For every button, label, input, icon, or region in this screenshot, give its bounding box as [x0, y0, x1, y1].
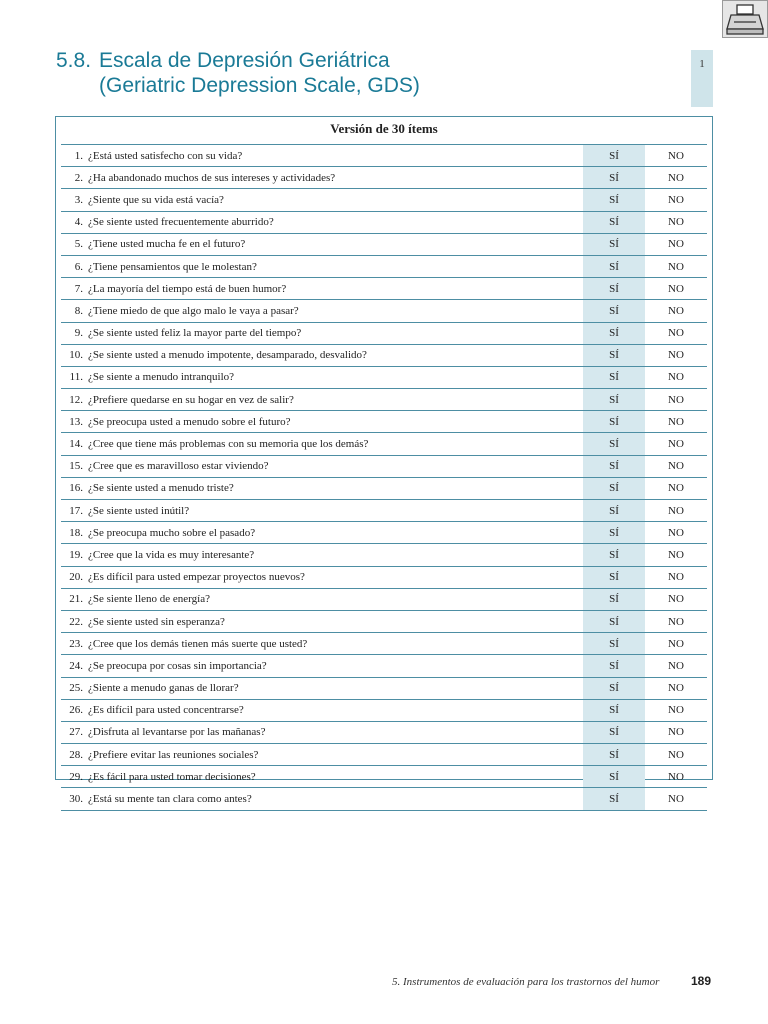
table-row [61, 788, 707, 810]
table-row [61, 477, 707, 499]
answer-yes: SÍ [583, 189, 645, 211]
answer-no: NO [645, 455, 707, 477]
answer-no: NO [645, 233, 707, 255]
answer-no: NO [645, 633, 707, 655]
table-row [61, 300, 707, 322]
item-number: 27. [61, 721, 88, 743]
item-question: ¿Es difícil para usted empezar proyectos nuevos? [88, 566, 583, 588]
answer-no: NO [645, 500, 707, 522]
answer-yes: SÍ [583, 366, 645, 388]
answer-yes: SÍ [583, 522, 645, 544]
version-title: Versión de 30 ítems [330, 121, 438, 136]
item-number: 8. [61, 300, 88, 322]
table-row [61, 721, 707, 743]
answer-no: NO [645, 677, 707, 699]
table-row [61, 433, 707, 455]
answer-no: NO [645, 366, 707, 388]
answer-yes: SÍ [583, 300, 645, 322]
answer-yes: SÍ [583, 544, 645, 566]
item-number: 30. [61, 788, 88, 810]
table-row [61, 744, 707, 766]
answer-yes: SÍ [583, 677, 645, 699]
item-number: 9. [61, 322, 88, 344]
item-number: 1. [61, 145, 88, 167]
table-row [61, 655, 707, 677]
item-question: ¿Siente a menudo ganas de llorar? [88, 677, 583, 699]
answer-yes: SÍ [583, 744, 645, 766]
item-number: 21. [61, 588, 88, 610]
item-question: ¿Se siente usted sin esperanza? [88, 610, 583, 632]
chapter-side-tab: 1 [691, 50, 713, 107]
answer-no: NO [645, 544, 707, 566]
table-row [61, 411, 707, 433]
answer-no: NO [645, 411, 707, 433]
item-number: 13. [61, 411, 88, 433]
answer-no: NO [645, 322, 707, 344]
answer-yes: SÍ [583, 477, 645, 499]
table-row [61, 766, 707, 788]
answer-yes: SÍ [583, 322, 645, 344]
item-question: ¿Se siente usted frecuentemente aburrido? [88, 211, 583, 233]
table-row [61, 677, 707, 699]
item-number: 4. [61, 211, 88, 233]
section-number: 5.8. [56, 49, 92, 72]
item-question: ¿Se siente usted feliz la mayor parte del tiempo? [88, 322, 583, 344]
item-question: ¿Siente que su vida está vacía? [88, 189, 583, 211]
answer-no: NO [645, 300, 707, 322]
item-number: 20. [61, 566, 88, 588]
item-number: 19. [61, 544, 88, 566]
answer-no: NO [645, 610, 707, 632]
table-row [61, 633, 707, 655]
table-row [61, 699, 707, 721]
table-row [61, 588, 707, 610]
gds-scale-box [55, 116, 713, 806]
answer-yes: SÍ [583, 278, 645, 300]
item-question: ¿Se siente a menudo intranquilo? [88, 366, 583, 388]
item-number: 17. [61, 500, 88, 522]
table-row [61, 500, 707, 522]
print-icon[interactable] [722, 0, 768, 38]
table-row [61, 167, 707, 189]
item-question: ¿Está usted satisfecho con su vida? [88, 145, 583, 167]
item-number: 7. [61, 278, 88, 300]
item-question: ¿Cree que tiene más problemas con su memoria que los demás? [88, 433, 583, 455]
answer-no: NO [645, 522, 707, 544]
item-number: 18. [61, 522, 88, 544]
answer-no: NO [645, 344, 707, 366]
item-question: ¿Prefiere evitar las reuniones sociales? [88, 744, 583, 766]
item-question: ¿Es difícil para usted concentrarse? [88, 699, 583, 721]
answer-no: NO [645, 477, 707, 499]
answer-yes: SÍ [583, 721, 645, 743]
answer-no: NO [645, 566, 707, 588]
item-number: 2. [61, 167, 88, 189]
item-number: 14. [61, 433, 88, 455]
answer-no: NO [645, 721, 707, 743]
item-number: 5. [61, 233, 88, 255]
table-row [61, 145, 707, 167]
gds-items-body [61, 145, 707, 811]
table-row [61, 610, 707, 632]
section-title-line1: Escala de Depresión Geriátrica [99, 49, 390, 72]
answer-yes: SÍ [583, 788, 645, 810]
item-number: 10. [61, 344, 88, 366]
item-question: ¿Tiene pensamientos que le molestan? [88, 255, 583, 277]
item-number: 6. [61, 255, 88, 277]
table-row [61, 389, 707, 411]
answer-yes: SÍ [583, 167, 645, 189]
answer-no: NO [645, 278, 707, 300]
item-number: 29. [61, 766, 88, 788]
table-row [61, 455, 707, 477]
item-question: ¿Prefiere quedarse en su hogar en vez de salir? [88, 389, 583, 411]
answer-no: NO [645, 588, 707, 610]
item-number: 23. [61, 633, 88, 655]
table-row [61, 322, 707, 344]
gds-items-table [61, 144, 707, 811]
answer-yes: SÍ [583, 211, 645, 233]
answer-yes: SÍ [583, 344, 645, 366]
answer-yes: SÍ [583, 411, 645, 433]
answer-yes: SÍ [583, 433, 645, 455]
item-number: 11. [61, 366, 88, 388]
item-number: 3. [61, 189, 88, 211]
table-row [61, 344, 707, 366]
answer-no: NO [645, 189, 707, 211]
item-question: ¿Cree que la vida es muy interesante? [88, 544, 583, 566]
item-number: 26. [61, 699, 88, 721]
item-question: ¿Tiene usted mucha fe en el futuro? [88, 233, 583, 255]
item-question: ¿Se siente usted a menudo impotente, desamparado, desvalido? [88, 344, 583, 366]
answer-no: NO [645, 433, 707, 455]
item-question: ¿Cree que es maravilloso estar viviendo? [88, 455, 583, 477]
item-question: ¿La mayoría del tiempo está de buen humor? [88, 278, 583, 300]
answer-yes: SÍ [583, 566, 645, 588]
item-question: ¿Se preocupa usted a menudo sobre el futuro? [88, 411, 583, 433]
item-number: 25. [61, 677, 88, 699]
item-number: 24. [61, 655, 88, 677]
answer-yes: SÍ [583, 455, 645, 477]
answer-yes: SÍ [583, 255, 645, 277]
answer-no: NO [645, 167, 707, 189]
item-question: ¿Se siente usted a menudo triste? [88, 477, 583, 499]
answer-yes: SÍ [583, 610, 645, 632]
item-question: ¿Ha abandonado muchos de sus intereses y actividades? [88, 167, 583, 189]
table-row [61, 544, 707, 566]
answer-no: NO [645, 788, 707, 810]
answer-yes: SÍ [583, 500, 645, 522]
item-number: 15. [61, 455, 88, 477]
table-row [61, 522, 707, 544]
answer-yes: SÍ [583, 389, 645, 411]
section-title [56, 48, 420, 98]
item-question: ¿Cree que los demás tienen más suerte que usted? [88, 633, 583, 655]
answer-no: NO [645, 389, 707, 411]
answer-no: NO [645, 699, 707, 721]
answer-no: NO [645, 255, 707, 277]
item-question: ¿Está su mente tan clara como antes? [88, 788, 583, 810]
item-question: ¿Es fácil para usted tomar decisiones? [88, 766, 583, 788]
item-question: ¿Disfruta al levantarse por las mañanas? [88, 721, 583, 743]
item-question: ¿Se preocupa por cosas sin importancia? [88, 655, 583, 677]
section-title-line2: (Geriatric Depression Scale, GDS) [99, 74, 420, 97]
table-row [61, 211, 707, 233]
item-number: 12. [61, 389, 88, 411]
item-question: ¿Se siente lleno de energía? [88, 588, 583, 610]
answer-no: NO [645, 655, 707, 677]
page-number: 189 [691, 974, 712, 988]
table-row [61, 255, 707, 277]
answer-no: NO [645, 744, 707, 766]
table-row [61, 566, 707, 588]
answer-yes: SÍ [583, 233, 645, 255]
answer-yes: SÍ [583, 766, 645, 788]
item-number: 22. [61, 610, 88, 632]
answer-no: NO [645, 145, 707, 167]
running-footer: 5. Instrumentos de evaluación para los trastornos del humor [392, 976, 660, 988]
item-question: ¿Se preocupa mucho sobre el pasado? [88, 522, 583, 544]
answer-no: NO [645, 766, 707, 788]
answer-yes: SÍ [583, 655, 645, 677]
table-row [61, 189, 707, 211]
item-question: ¿Se siente usted inútil? [88, 500, 583, 522]
answer-yes: SÍ [583, 588, 645, 610]
answer-yes: SÍ [583, 633, 645, 655]
item-number: 28. [61, 744, 88, 766]
table-row [61, 233, 707, 255]
item-number: 16. [61, 477, 88, 499]
answer-yes: SÍ [583, 699, 645, 721]
answer-yes: SÍ [583, 145, 645, 167]
table-row [61, 366, 707, 388]
answer-no: NO [645, 211, 707, 233]
table-row [61, 278, 707, 300]
item-question: ¿Tiene miedo de que algo malo le vaya a pasar? [88, 300, 583, 322]
